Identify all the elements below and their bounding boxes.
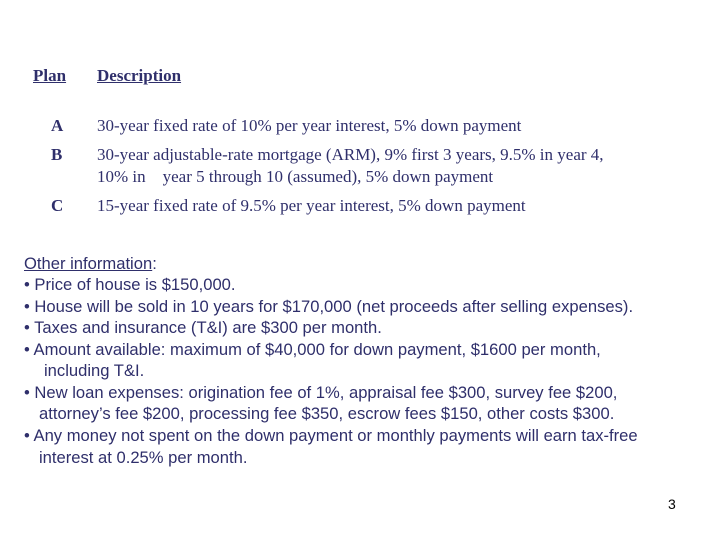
info-line: • Price of house is $150,000.: [24, 275, 236, 294]
info-line: • Amount available: maximum of $40,000 for down payment, $1600 per month,: [24, 340, 601, 359]
plan-b-label: B: [51, 145, 63, 164]
plan-c-label: C: [51, 196, 64, 215]
info-line: • Any money not spent on the down payment or monthly payments will earn tax-free: [24, 426, 638, 445]
other-info-heading-text: Other information: [24, 254, 153, 273]
plan-c-description: 15-year fixed rate of 9.5% per year interest, 5% down payment: [97, 196, 526, 215]
description-column-header: Description: [97, 66, 182, 85]
plan-b-description-line2: 10% in year 5 through 10 (assumed), 5% down payment: [97, 167, 494, 186]
info-line: • Taxes and insurance (T&I) are $300 per month.: [24, 318, 382, 337]
info-line: attorney’s fee $200, processing fee $350, escrow fees $150, other costs $300.: [39, 404, 615, 423]
page-number: 3: [668, 496, 676, 512]
info-line: interest at 0.25% per month.: [39, 448, 248, 467]
info-line: • House will be sold in 10 years for $170,000 (net proceeds after selling expenses).: [24, 297, 634, 316]
other-info-heading: [24, 254, 157, 274]
plan-column-header: Plan: [33, 66, 67, 85]
info-line: including T&I.: [44, 361, 145, 380]
info-line: • New loan expenses: origination fee of 1%, appraisal fee $300, survey fee $200,: [24, 383, 618, 402]
plan-a-label: A: [51, 116, 64, 135]
other-info-heading-colon: :: [152, 254, 157, 273]
plan-b-description-line1: 30-year adjustable-rate mortgage (ARM), 9% first 3 years, 9.5% in year 4,: [97, 145, 604, 164]
plan-a-description: 30-year fixed rate of 10% per year interest, 5% down payment: [97, 116, 522, 135]
